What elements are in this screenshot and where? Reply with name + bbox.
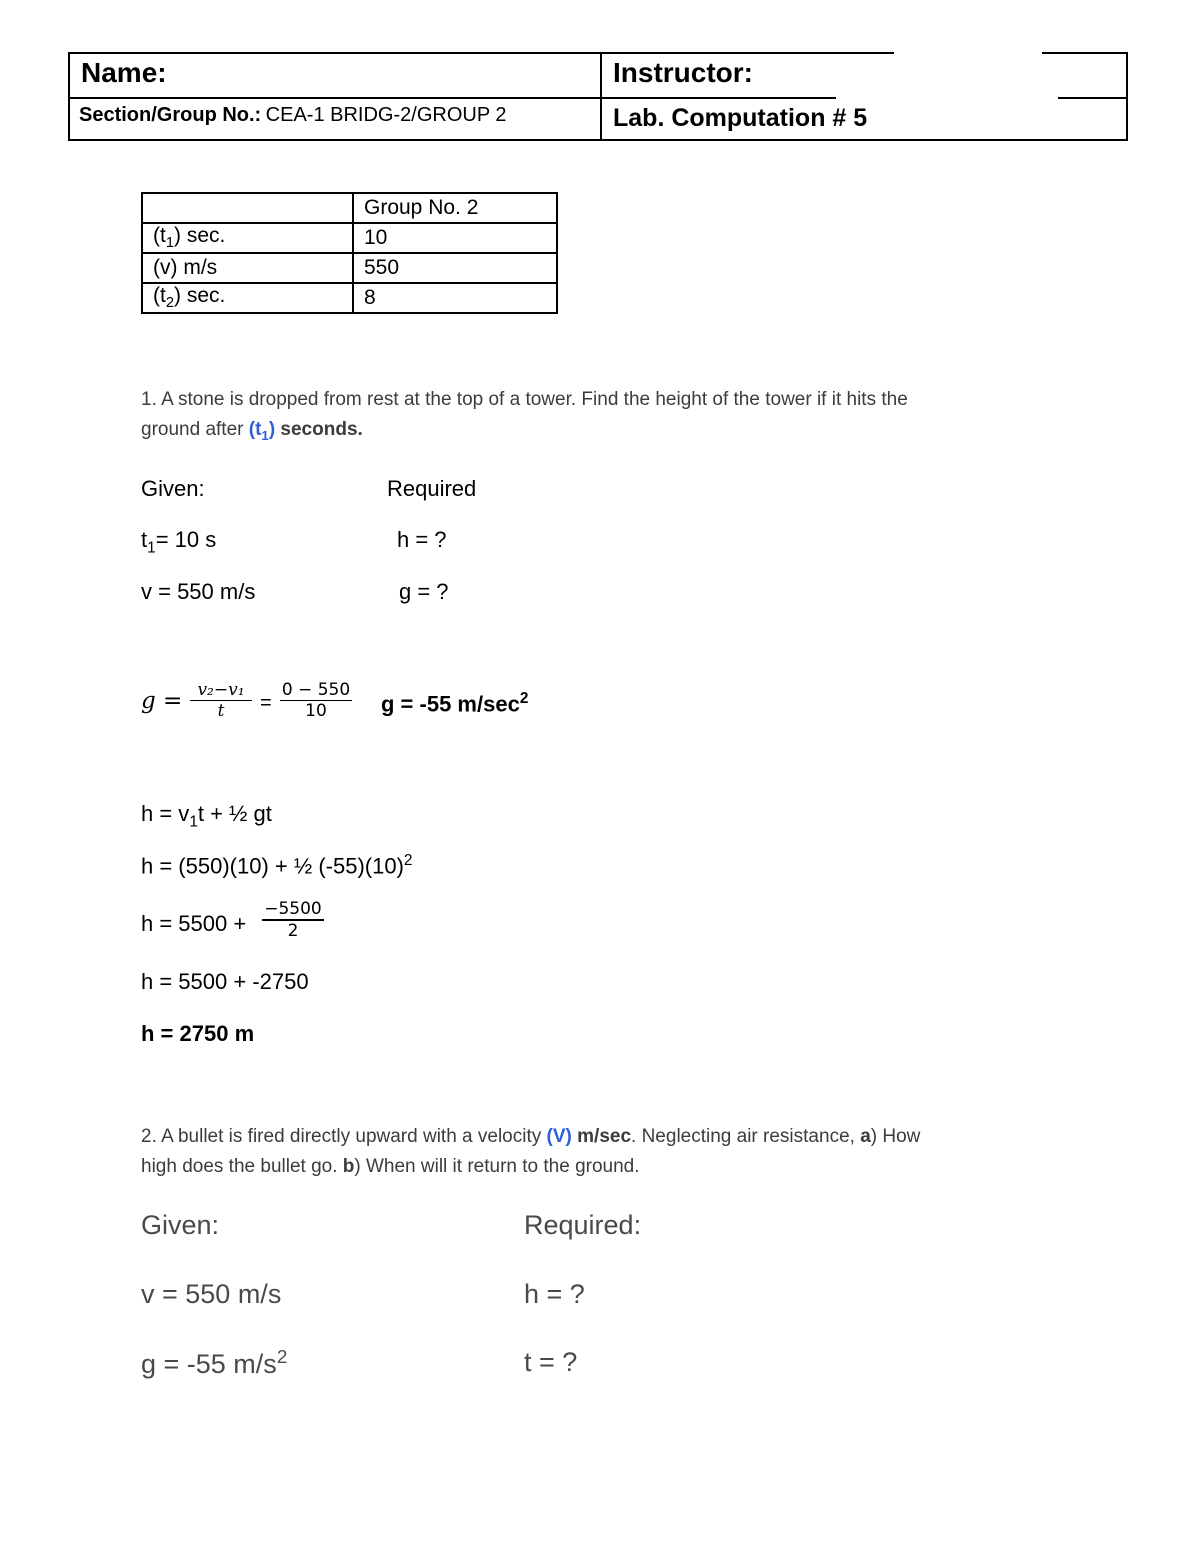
problem2-text: 2. A bullet is fired directly upward with a velocity: [141, 1126, 547, 1147]
label-sub: 2: [165, 295, 174, 312]
table-label-cell: [142, 223, 353, 253]
t-sub: 1: [147, 539, 156, 557]
section-row: [79, 104, 506, 127]
paren: (: [546, 1126, 553, 1147]
p1-step3-lhs: h = 5500 +: [141, 911, 247, 936]
step3-fraction: [262, 899, 324, 941]
problem2-text: . Neglecting air resistance,: [631, 1126, 861, 1147]
g-text: g = -55 m/s: [141, 1349, 277, 1379]
lab-title: Lab. Computation # 5: [613, 104, 868, 132]
header-table: [68, 52, 1128, 141]
p1-required-g: g = ?: [399, 579, 449, 604]
fraction-denominator: t: [217, 701, 225, 721]
table-value-cell: 10: [353, 223, 557, 253]
p1-given-t1: [141, 527, 216, 557]
name-label: Name:: [81, 57, 167, 88]
p1-answer: h = 2750 m: [141, 1021, 255, 1046]
label-text: (v) m/s: [153, 256, 218, 279]
g-result-exponent: 2: [519, 690, 529, 707]
table-value-cell: 550: [353, 253, 557, 283]
step2-text: h = (550)(10) + ½ (-55)(10): [141, 853, 404, 879]
fraction-denominator: 10: [305, 701, 327, 721]
p1-given-v: v = 550 m/s: [141, 579, 256, 604]
label-text: (t: [153, 224, 166, 248]
paren: ): [268, 419, 276, 440]
p2-required-label: Required:: [524, 1210, 642, 1240]
table-row: [142, 223, 557, 253]
section-value: CEA-1 BRIDG-2/GROUP 2: [265, 104, 507, 126]
table-row: [142, 283, 557, 313]
g-result-text: g = -55 m/sec: [381, 691, 520, 717]
p2-required-h: h = ?: [524, 1279, 585, 1309]
fraction-numerator: v₂−v₁: [197, 680, 245, 700]
label-text: (t: [153, 284, 166, 308]
variable-v: V: [552, 1126, 566, 1147]
step1-text: h = v: [141, 801, 190, 826]
fraction-denominator: 2: [287, 921, 299, 941]
g-result: [381, 690, 528, 717]
problem2-line2: [141, 1152, 1101, 1182]
p1-required-h: h = ?: [397, 527, 447, 552]
problem1-line2: [141, 415, 1101, 451]
problem1-seconds: seconds.: [275, 419, 363, 440]
unit-text: m/sec: [571, 1126, 632, 1147]
fraction-numerator: −5500: [264, 899, 322, 919]
p1-step1: [141, 801, 272, 831]
problem2-line1: [141, 1122, 1101, 1152]
section-label: Section/Group No.:: [79, 104, 262, 126]
t-text: t: [141, 527, 148, 552]
p1-given-label: Given:: [141, 476, 205, 501]
label-sub: 1: [165, 235, 174, 252]
paren: ): [565, 1126, 572, 1147]
p2-given-g: [141, 1347, 287, 1380]
problem1-statement: [141, 385, 1101, 451]
g-exponent: 2: [276, 1347, 288, 1368]
step1-sub: 1: [189, 813, 198, 831]
border-gap: [894, 51, 1042, 56]
p1-step2: [141, 852, 412, 879]
problem1-line1: 1. A stone is dropped from rest at the top of a tower. Find the height of the tower if it hits the: [141, 389, 908, 410]
table-label-cell: [142, 253, 353, 283]
p2-required-t: t = ?: [524, 1347, 578, 1377]
table-value-cell: 8: [353, 283, 557, 313]
border-gap: [836, 95, 1058, 100]
step1-tail: t + ½ gt: [197, 801, 272, 826]
g-formula-equals: =: [260, 692, 272, 714]
p1-step4: h = 5500 + -2750: [141, 969, 309, 994]
label-tail: ) sec.: [174, 224, 226, 248]
problem2-text: ) When will it return to the ground.: [354, 1156, 640, 1177]
part-b-marker: b: [342, 1156, 355, 1177]
variable-sub: 1: [261, 427, 269, 443]
part-a-marker: a: [860, 1126, 871, 1147]
p2-given-label: Given:: [141, 1210, 220, 1240]
problem2-text: high does the bullet go.: [141, 1156, 343, 1177]
problem1-line2-text: ground after: [141, 419, 249, 440]
problem2-text: ) How: [870, 1126, 921, 1147]
table-row: [142, 253, 557, 283]
table-header-cell: Group No. 2: [353, 193, 557, 223]
p1-required-label: Required: [387, 476, 477, 501]
g-formula-lhs: g =: [141, 688, 183, 714]
problem2-statement: [141, 1122, 1101, 1182]
t-value: = 10 s: [155, 527, 217, 552]
instructor-label: Instructor:: [613, 57, 753, 88]
table-label-cell: [142, 283, 353, 313]
label-tail: ) sec.: [174, 284, 226, 308]
fraction-numerator: 0 − 550: [281, 680, 351, 700]
table-header-row: [142, 193, 557, 223]
variable-t: t: [255, 419, 262, 440]
group-data-table: [141, 192, 558, 314]
table-header-cell: [142, 193, 353, 223]
g-fraction-1: [190, 680, 252, 721]
p2-given-v: v = 550 m/s: [141, 1279, 282, 1309]
g-fraction-2: [280, 680, 352, 721]
paren: (: [248, 419, 256, 440]
step2-exponent: 2: [403, 852, 413, 869]
